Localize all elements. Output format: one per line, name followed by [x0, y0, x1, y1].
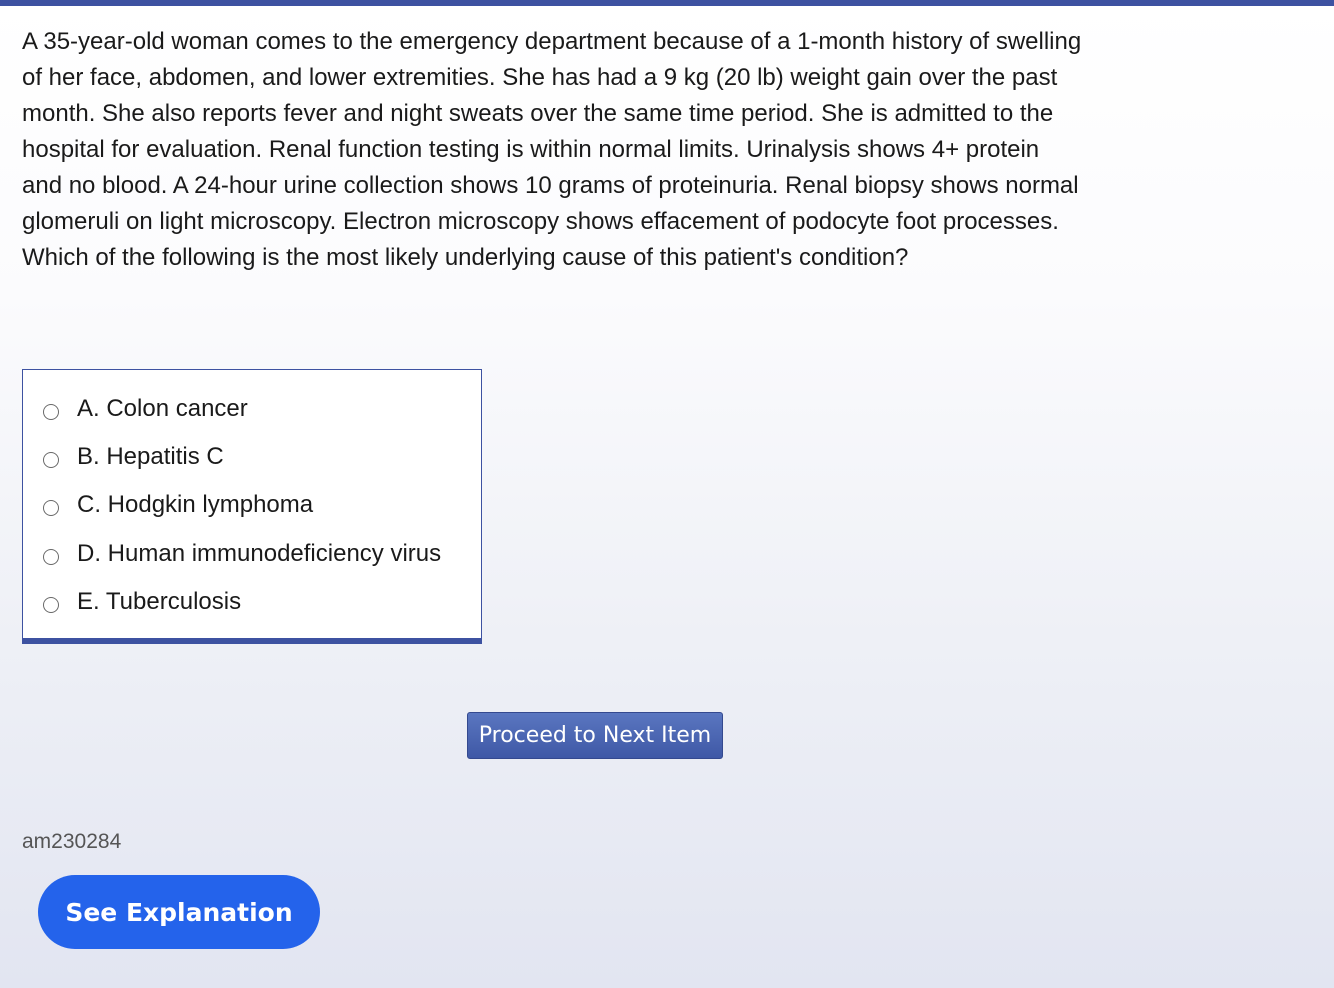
choice-d[interactable] — [43, 534, 441, 574]
choice-a[interactable] — [43, 389, 248, 429]
choice-c[interactable] — [43, 485, 313, 525]
question-stem: A 35-year-old woman comes to the emergency department because of a 1-month history of swelling of her face, abdomen, and lower extremities. She has had a 9 kg (20 lb) weight gain over the past month. She also reports fever and night sweats over the same time period. She is admitted to the hospital for evaluation. Renal function testing is within normal limits. Urinalysis shows 4+ protein and no blood. A 24-hour urine collection shows 10 grams of proteinuria. Renal biopsy shows normal glomeruli on light microscopy. Electron microscopy shows effacement of podocyte foot processes. Which of the following is the most likely underlying cause of this patient's condition? — [22, 28, 1082, 271]
choice-label: E. Tuberculosis — [77, 588, 242, 615]
radio-button[interactable] — [43, 452, 59, 468]
choice-label: D. Human immunodeficiency virus — [77, 540, 442, 567]
radio-button[interactable] — [43, 597, 59, 613]
answer-choices — [22, 369, 482, 644]
choice-label: A. Colon cancer — [77, 395, 248, 422]
choice-label: C. Hodgkin lymphoma — [77, 491, 314, 518]
choice-label: B. Hepatitis C — [77, 443, 224, 470]
choice-b[interactable] — [43, 437, 224, 477]
radio-button[interactable] — [43, 404, 59, 420]
top-accent-bar — [0, 0, 1334, 6]
choice-e[interactable] — [43, 582, 241, 622]
see-explanation-button[interactable]: See Explanation — [38, 875, 320, 949]
radio-button[interactable] — [43, 500, 59, 516]
radio-button[interactable] — [43, 549, 59, 565]
proceed-next-button[interactable]: Proceed to Next Item — [467, 712, 723, 759]
item-id: am230284 — [22, 830, 122, 853]
